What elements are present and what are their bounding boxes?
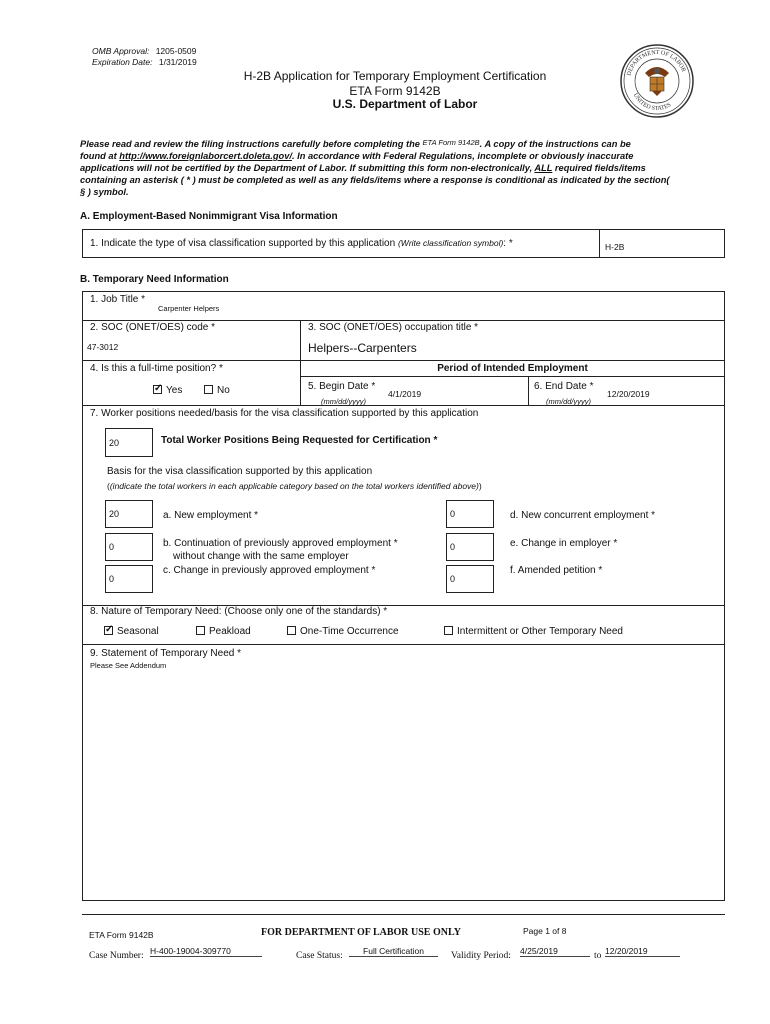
instructions-link[interactable]: http://www.foreignlaborcert.doleta.gov/	[119, 151, 292, 161]
case-number-field[interactable]: H-400-19004-309770	[150, 946, 262, 957]
change-approved-field[interactable]: 0	[105, 565, 153, 593]
validity-from-field[interactable]: 4/25/2019	[520, 946, 590, 957]
case-status-field[interactable]: Full Certification	[349, 946, 438, 957]
page-number: Page 1 of 8	[523, 926, 567, 936]
section-b-title: B. Temporary Need Information	[80, 274, 229, 285]
begin-date-field[interactable]: 4/1/2019	[388, 389, 422, 399]
job-title-field[interactable]: Carpenter Helpers	[158, 304, 220, 313]
department-seal-logo	[619, 43, 695, 119]
continuation-label: b. Continuation of previously approved employment *	[163, 538, 398, 549]
svg-text:DEPARTMENT OF LABOR: DEPARTMENT OF LABOR	[626, 49, 687, 77]
total-workers-label: Total Worker Positions Being Requested for Certification *	[161, 435, 438, 446]
statement-of-need-label: 9. Statement of Temporary Need *	[90, 648, 242, 659]
worker-positions-label: 7. Worker positions needed/basis for the visa classification supported by this application	[90, 408, 479, 419]
concurrent-employment-field[interactable]: 0	[446, 500, 494, 528]
end-date-field[interactable]: 12/20/2019	[607, 389, 650, 399]
change-employer-field[interactable]: 0	[446, 533, 494, 561]
fulltime-label: 4. Is this a full-time position? *	[90, 363, 223, 374]
continuation-label-line2: without change with the same employer	[173, 551, 349, 562]
department-name: U.S. Department of Labor	[332, 97, 478, 111]
fulltime-yes-option[interactable]: ✓Yes	[153, 385, 182, 396]
one-time-checkbox[interactable]	[287, 626, 296, 635]
need-option-intermittent[interactable]: Intermittent or Other Temporary Need	[444, 626, 623, 637]
begin-date-hint: (mm/dd/yyyy)	[321, 397, 366, 406]
peakload-checkbox[interactable]	[196, 626, 205, 635]
validity-to-label: to	[594, 951, 602, 961]
section-b-box	[82, 291, 725, 901]
filing-instructions: Please read and review the filing instructions carefully before completing the $^{ETA Form 9142B}$. A copy of the instructions can be found at http://www.foreignlaborcert.doleta.gov/. In accordance with Federal Regulations, incomplete or obviously inaccurate applications will not be certified by the Department of Labor. If submitting this form non-electronically, ALL required fields/items containing an asterisk ( * ) must be completed as well as any fields/items where a response is conditional as indicated by the section( § ) symbol.	[80, 138, 670, 197]
soc-code-field[interactable]: 47-3012	[87, 342, 119, 352]
need-option-peakload[interactable]: Peakload	[196, 626, 251, 637]
total-workers-field[interactable]: 20	[105, 428, 153, 457]
soc-code-label: 2. SOC (ONET/OES) code *	[90, 322, 216, 333]
begin-date-label: 5. Begin Date *	[308, 381, 376, 392]
end-date-label: 6. End Date *	[534, 381, 594, 392]
period-of-employment-heading: Period of Intended Employment	[437, 363, 588, 374]
visa-classification-label: 1. Indicate the type of visa classification supported by this application (Write classification symbol): *	[90, 238, 513, 249]
nature-of-need-label: 8. Nature of Temporary Need: (Choose only one of the standards) *	[90, 606, 388, 617]
need-option-seasonal[interactable]: ✓Seasonal	[104, 626, 159, 637]
continuation-field[interactable]: 0	[105, 533, 153, 561]
form-title: H-2B Application for Temporary Employment Certification	[243, 69, 547, 83]
end-date-hint: (mm/dd/yyyy)	[546, 397, 591, 406]
statement-of-need-field[interactable]: Please See Addendum	[90, 661, 167, 670]
dol-use-only: FOR DEPARTMENT OF LABOR USE ONLY	[261, 927, 461, 938]
new-employment-field[interactable]: 20	[105, 500, 153, 528]
amended-petition-label: f. Amended petition *	[510, 565, 603, 576]
basis-hint: ((indicate the total workers in each applicable category based on the total workers identified above))	[107, 481, 482, 491]
intermittent-checkbox[interactable]	[444, 626, 453, 635]
fulltime-no-option[interactable]: No	[204, 385, 230, 396]
visa-classification-field[interactable]: H-2B	[605, 242, 625, 252]
validity-to-field[interactable]: 12/20/2019	[605, 946, 680, 957]
svg-text:UNITED STATES: UNITED STATES	[631, 92, 673, 113]
soc-title-field[interactable]: Helpers--Carpenters	[308, 341, 417, 355]
expiration-date: Expiration Date: 1/31/2019	[92, 57, 197, 67]
need-option-one-time[interactable]: One-Time Occurrence	[287, 626, 399, 637]
seasonal-checkbox[interactable]	[104, 626, 113, 635]
validity-period-label: Validity Period:	[451, 951, 511, 961]
change-approved-label: c. Change in previously approved employment *	[163, 565, 376, 576]
fulltime-yes-checkbox[interactable]	[153, 385, 162, 394]
concurrent-employment-label: d. New concurrent employment *	[510, 510, 656, 521]
change-employer-label: e. Change in employer *	[510, 538, 618, 549]
fulltime-no-checkbox[interactable]	[204, 385, 213, 394]
amended-petition-field[interactable]: 0	[446, 565, 494, 593]
new-employment-label: a. New employment *	[163, 510, 259, 521]
omb-approval: OMB Approval: 1205-0509	[92, 46, 197, 56]
section-a-title: A. Employment-Based Nonimmigrant Visa Information	[80, 211, 338, 222]
basis-label: Basis for the visa classification supported by this application	[107, 466, 373, 477]
case-number-label: Case Number:	[89, 951, 144, 961]
form-name: ETA Form 9142B	[349, 84, 441, 98]
soc-title-label: 3. SOC (ONET/OES) occupation title *	[308, 322, 479, 333]
footer-form-name: ETA Form 9142B	[89, 930, 154, 940]
job-title-label: 1. Job Title *	[90, 294, 146, 305]
case-status-label: Case Status:	[296, 951, 343, 961]
